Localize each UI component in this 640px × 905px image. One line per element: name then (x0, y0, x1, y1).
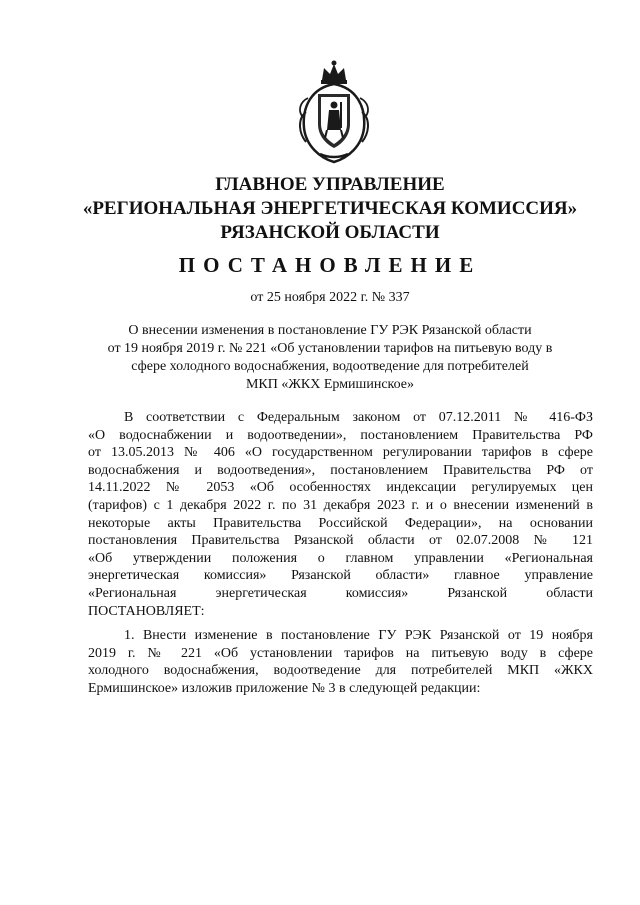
paragraph-line: энергетическая комиссия» Рязанской области» главное управление (88, 568, 593, 584)
subject-line: О внесении изменения в постановление ГУ РЭК Рязанской области (128, 323, 532, 338)
paragraph-line: от 13.05.2013 № 406 «О государственном регулировании тарифов в сфере (88, 445, 593, 461)
paragraph-line: В соответствии с Федеральным законом от 07.12.2011 № 416-ФЗ (124, 410, 593, 425)
org-name-line1: ГЛАВНОЕ УПРАВЛЕНИЕ (215, 174, 445, 195)
date-and-number: от 25 ноября 2022 г. № 337 (250, 290, 410, 305)
paragraph-line: постановления Правительства Рязанской области от 02.07.2008 № 121 (88, 533, 593, 549)
paragraph-line: некоторые акты Правительства Российской Федерации», на основании (88, 515, 593, 531)
paragraph-line: (тарифов) с 1 декабря 2022 г. по 31 декабря 2023 г. и о внесении изменений в (88, 497, 593, 513)
paragraph-line: 2019 г. № 221 «Об установлении тарифов на питьевую воду в сфере (88, 645, 593, 661)
org-name-line2: «РЕГИОНАЛЬНАЯ ЭНЕРГЕТИЧЕСКАЯ КОМИССИЯ» (82, 198, 578, 219)
paragraph-line: 14.11.2022 № 2053 «Об особенностях индексации регулируемых цен (88, 480, 593, 496)
paragraph-line: водоснабжения и водоотведения», постановлением Правительства РФ от (88, 462, 593, 478)
subject-line: МКП «ЖКХ Ермишинское» (245, 377, 415, 392)
paragraph-line: ПОСТАНОВЛЯЕТ: (88, 603, 205, 619)
paragraph-line: холодного водоснабжения, водоотведение для потребителей МКП «ЖКХ (88, 663, 593, 679)
paragraph-line: «Региональная энергетическая комиссия» Рязанской области (88, 585, 593, 601)
document-type-title: ПОСТАНОВЛЕНИЕ (178, 253, 482, 277)
preamble-paragraph (88, 409, 593, 620)
subject-line: от 19 ноября 2019 г. № 221 «Об установлении тарифов на питьевую воду в (107, 341, 553, 356)
document-subject (60, 322, 600, 394)
subject-line: сфере холодного водоснабжения, водоотведение для потребителей (131, 359, 529, 374)
paragraph-line: Ермишинское» изложив приложение № 3 в следующей редакции: (88, 680, 481, 696)
paragraph-line: «О водоснабжении и водоотведении», постановлением Правительства РФ (88, 427, 593, 443)
paragraph-line: «Об утверждении положения о главном управлении «Региональная (88, 550, 593, 566)
item-1-paragraph (88, 627, 593, 697)
org-name-line3: РЯЗАНСКОЙ ОБЛАСТИ (220, 222, 440, 243)
paragraph-line: 1. Внести изменение в постановление ГУ РЭК Рязанской от 19 ноября (124, 628, 593, 643)
ryazan-coat-of-arms-icon (294, 58, 374, 166)
